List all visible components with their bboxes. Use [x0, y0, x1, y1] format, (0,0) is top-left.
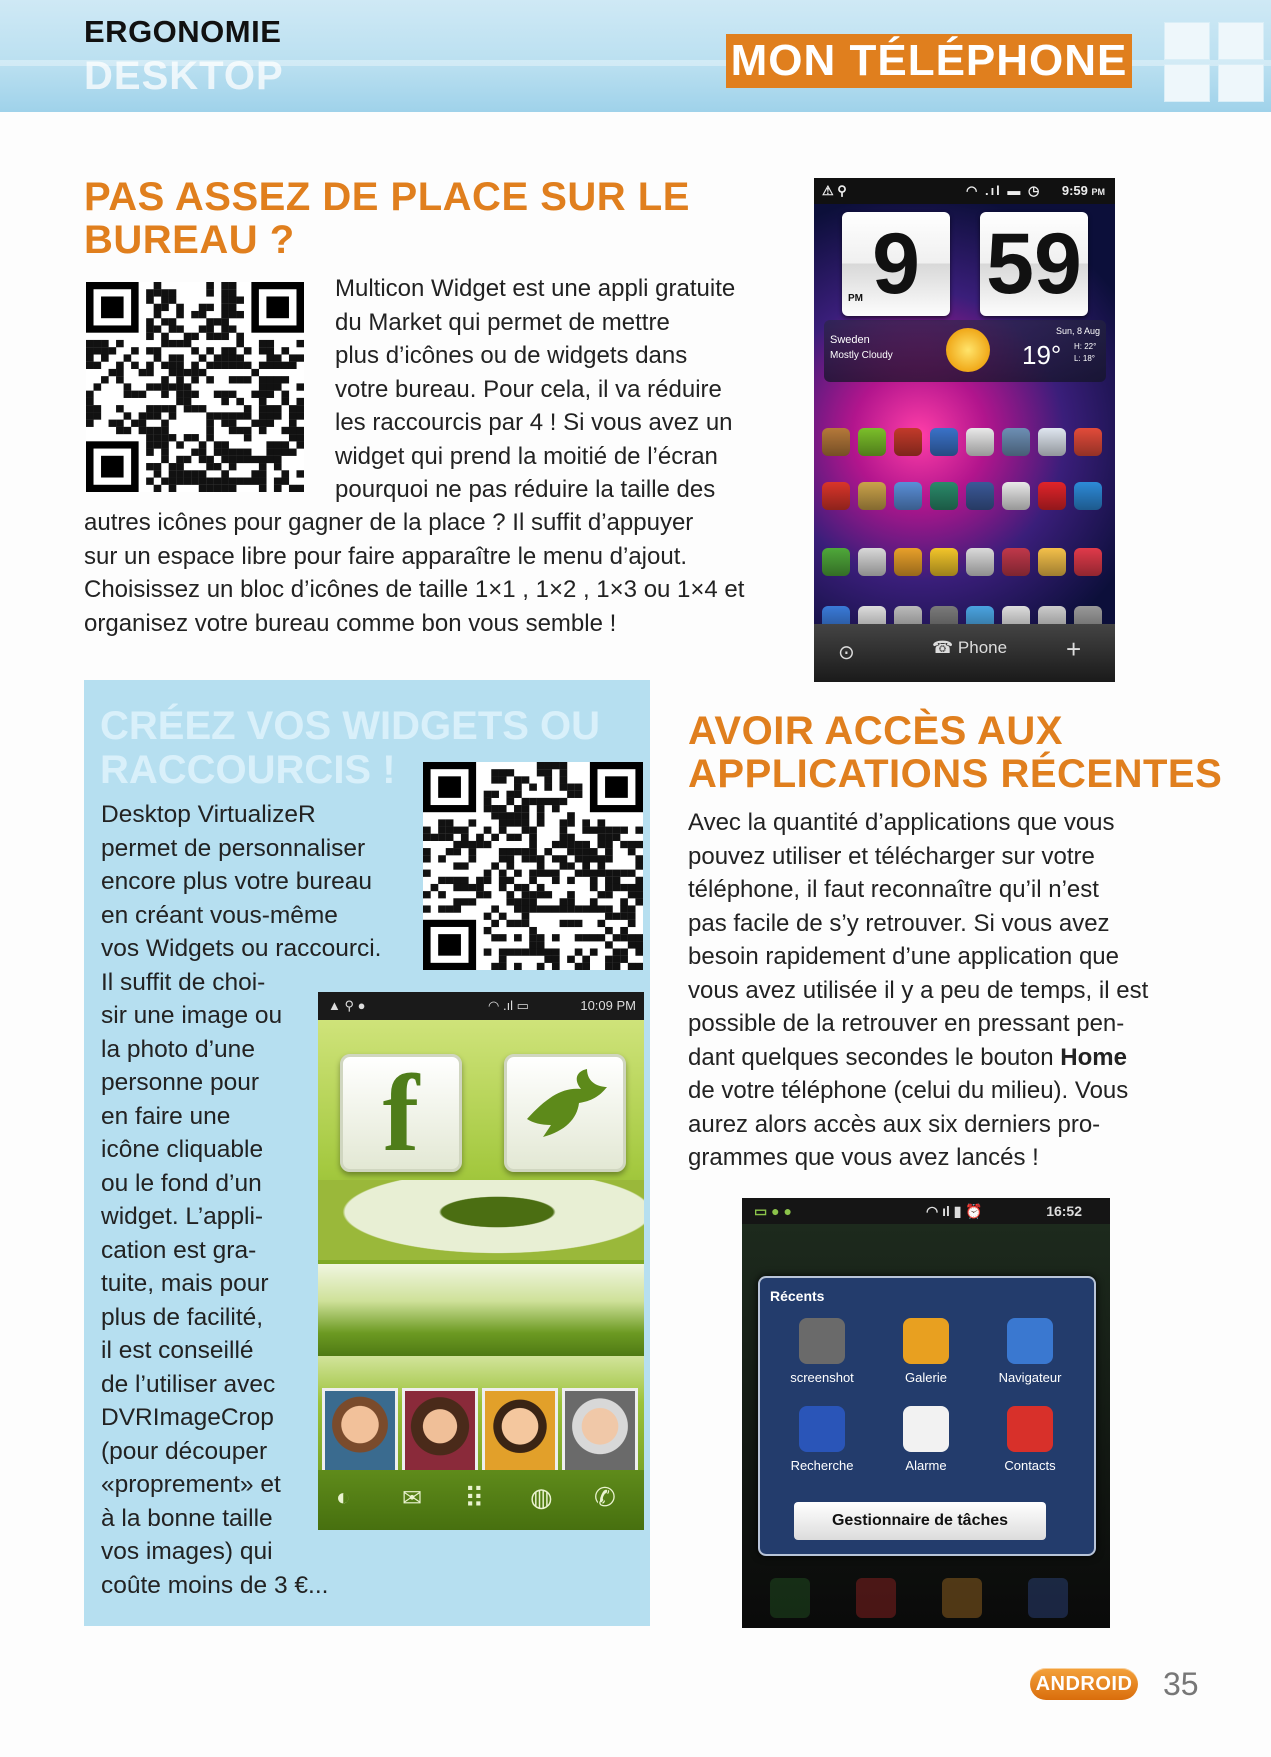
clock-hour: 9 PM [842, 212, 950, 316]
mail-icon[interactable] [942, 1578, 982, 1618]
text-line: de votre téléphone (celui du milieu). Vous [688, 1077, 1129, 1104]
weather-low: L: 18° [1074, 354, 1095, 363]
text-line: vos Widgets ou raccourci. [101, 935, 382, 962]
signal-icon: ◠ ıl ▮ ⏰ [926, 1203, 983, 1219]
app-icon[interactable] [894, 548, 922, 576]
app-icon [903, 1318, 949, 1364]
qr-code-icon [423, 762, 643, 970]
text-line: la photo d’une [101, 1035, 255, 1063]
app-label: Alarme [905, 1458, 947, 1473]
recent-app-5[interactable] [876, 1406, 976, 1473]
text-line: permet de personnaliser [101, 834, 366, 862]
weather-condition: Mostly Cloudy [830, 350, 893, 361]
status-time: 10:09 PM [580, 998, 636, 1013]
contact-shortcut[interactable] [402, 1388, 478, 1478]
subsection-label: DESKTOP [84, 54, 284, 98]
text-line: vous avez utilisée il y a peu de temps, il est [688, 976, 1149, 1004]
text-line: dant quelques secondes le bouton Home [688, 1043, 1127, 1071]
recent-app-4[interactable] [772, 1406, 872, 1473]
text-line: Desktop VirtualizeR [101, 801, 316, 828]
app-icon[interactable] [930, 428, 958, 456]
app-icon[interactable] [1002, 428, 1030, 456]
decor-square [1164, 64, 1210, 102]
app-icon[interactable] [966, 548, 994, 576]
contact-shortcut[interactable] [482, 1388, 558, 1478]
recent-app-3[interactable] [980, 1318, 1080, 1385]
menu-icon[interactable]: ⊙ [838, 642, 855, 664]
app-label: Contacts [1004, 1458, 1056, 1473]
signal-icon: ◠ .ıl ▭ [488, 998, 529, 1013]
app-icon[interactable] [1002, 482, 1030, 510]
title-line: PAS ASSEZ DE PLACE SUR LE [84, 175, 690, 219]
landscape-widget[interactable] [318, 1264, 644, 1356]
facebook-tile[interactable]: f [340, 1054, 462, 1172]
text-line: de l’utiliser avec [101, 1370, 276, 1398]
text-line: aurez alors accès aux six derniers pro- [688, 1110, 1101, 1138]
text-line: (pour découper [101, 1437, 268, 1465]
notification-icon: ▭ ● ● [754, 1203, 792, 1219]
recent-apps-grid [772, 1318, 1082, 1498]
text-line: possible de la retrouver en pressant pen- [688, 1010, 1125, 1037]
app-icon[interactable] [1074, 428, 1102, 456]
app-icon[interactable] [894, 482, 922, 510]
phone-icon[interactable]: ✆ [594, 1482, 616, 1512]
decor-square [1218, 64, 1264, 102]
app-drawer-icon[interactable]: ⠿ [464, 1483, 485, 1514]
dock [814, 624, 1115, 682]
status-time: 16:52 [1046, 1203, 1082, 1219]
contacts-icon[interactable] [856, 1578, 896, 1618]
weather-date: Sun, 8 Aug [1055, 326, 1100, 336]
app-label: Galerie [905, 1370, 947, 1385]
status-bar [318, 992, 644, 1020]
text-line: à la bonne taille [101, 1504, 273, 1532]
weather-high: H: 22° [1074, 342, 1097, 351]
text-line: besoin rapidement d’une application que [688, 943, 1119, 970]
app-icon[interactable] [966, 482, 994, 510]
article1-title [84, 176, 724, 262]
text-line: en faire une [101, 1102, 231, 1130]
task-manager-button[interactable]: Gestionnaire de tâches [794, 1502, 1046, 1540]
text-line: tuite, mais pour [101, 1270, 269, 1297]
section-label: ERGONOMIE [84, 14, 282, 49]
text-line: plus de facilité, [101, 1303, 264, 1331]
qr-pattern [86, 282, 304, 492]
sidebar-title: CRÉEZ VOS WIDGETS OU RACCOURCIS ! [100, 704, 601, 792]
app-icon-grid [818, 428, 1111, 624]
recent-apps-panel [758, 1276, 1096, 1556]
text-line: coûte moins de 3 €... [101, 1571, 329, 1599]
text-line: vos images) qui [101, 1538, 273, 1565]
text-line: pas facile de s’y retrouver. Si vous avez [688, 909, 1110, 937]
phone-icon[interactable] [770, 1578, 810, 1618]
weather-temp: 19° [1022, 340, 1062, 370]
app-icon[interactable] [1038, 548, 1066, 576]
text-line: grammes que vous avez lancés ! [688, 1144, 1039, 1171]
app-icon[interactable] [1038, 482, 1066, 510]
app-label: Recherche [790, 1458, 854, 1473]
text-line: ou le fond d’un [101, 1169, 262, 1197]
app-icon[interactable] [822, 482, 850, 510]
text-line: téléphone, il faut reconnaître qu’il n’est [688, 876, 1099, 903]
android-logo: ANDROID [1030, 1668, 1138, 1700]
dock [756, 1570, 1096, 1628]
app-icon [903, 1406, 949, 1452]
app-icon [799, 1318, 845, 1364]
bird-tile[interactable] [504, 1054, 626, 1172]
clock-minute: 59 [980, 212, 1088, 316]
app-label: screenshot [790, 1370, 854, 1385]
warning-icon: ⚠ ⚲ [822, 183, 847, 198]
chat-icon[interactable]: ◐ [336, 1484, 351, 1511]
article1-text-top: Multicon Widget est une appli gratuite du Market qui permet de mettre plus d’icônes ou de widgets dans votre bureau. Pour cela, il va réduire les raccourcis par 4 ! Si vous avez un widget qui prend la moitié de l’écran pourquoi ne pas réduire la taille des [335, 275, 736, 503]
text-line: Il suffit de choi- [101, 968, 266, 996]
app-icon[interactable] [822, 548, 850, 576]
text-line: icône cliquable [101, 1136, 264, 1163]
app-icon[interactable] [1074, 548, 1102, 576]
phone-screenshot-widgets [318, 992, 644, 1530]
app-icon[interactable] [1002, 548, 1030, 576]
status-bar [742, 1198, 1110, 1224]
mail-icon[interactable]: ✉ [402, 1485, 423, 1512]
text-line: il est conseillé [101, 1337, 254, 1364]
dock [318, 1470, 644, 1530]
contact-shortcut[interactable] [322, 1388, 398, 1478]
phone-button[interactable]: ☎ Phone [932, 638, 1008, 657]
qr-code-icon [86, 282, 304, 492]
app-icon [799, 1406, 845, 1452]
decor-square [1164, 22, 1210, 60]
text-line: Avec la quantité d’applications que vous [688, 809, 1115, 836]
home-keyword: Home [1060, 1043, 1127, 1071]
contact-shortcut[interactable] [562, 1388, 638, 1478]
title-line: BUREAU ? [84, 218, 295, 262]
text-line: pouvez utiliser et télécharger sur votre [688, 842, 1095, 870]
app-icon[interactable] [858, 428, 886, 456]
text-line: widget. L’appli- [101, 1203, 264, 1230]
app-icon[interactable] [930, 482, 958, 510]
recent-app-6[interactable] [980, 1406, 1080, 1473]
phone-screenshot-recent-apps [742, 1198, 1110, 1628]
add-icon[interactable]: + [1066, 634, 1082, 664]
text-line: encore plus votre bureau [101, 868, 373, 895]
bird-icon [507, 1057, 623, 1169]
app-icon[interactable] [858, 482, 886, 510]
text-line: sir une image ou [101, 1002, 283, 1029]
app-drawer-icon[interactable] [1028, 1578, 1068, 1618]
app-icon [1007, 1406, 1053, 1452]
photo-widget[interactable] [318, 1180, 644, 1260]
text-line: en créant vous-même [101, 901, 338, 929]
article2-title: AVOIR ACCÈS AUX APPLICATIONS RÉCENTES [688, 709, 1223, 796]
browser-icon[interactable]: ◍ [530, 1482, 553, 1512]
recent-app-1[interactable] [772, 1318, 872, 1385]
text-line: cation est gra- [101, 1236, 257, 1264]
weather-widget [824, 320, 1106, 382]
text-line: personne pour [101, 1069, 260, 1096]
app-icon[interactable] [930, 548, 958, 576]
sun-icon [946, 328, 990, 372]
app-icon[interactable] [966, 428, 994, 456]
qr-pattern [423, 762, 643, 970]
article1-text-bottom: autres icônes pour gagner de la place ? Il suffit d’appuyer sur un espace libre pour faire apparaître le menu d’ajout. Choisissez un bloc d’icônes de taille 1×1 , 1×2 , 1×3 ou 1×4 et organisez votre bureau comme bon vous semble ! [84, 509, 745, 637]
phone-screenshot-home [814, 178, 1115, 682]
notification-icon: ▲ ⚲ ● [328, 998, 366, 1013]
app-icon[interactable] [1074, 482, 1102, 510]
text-line: «proprement» et [101, 1471, 281, 1498]
page-number: 35 [1163, 1666, 1199, 1702]
decor-square [1218, 22, 1264, 60]
panel-title: Récents [770, 1288, 825, 1304]
weather-location: Sweden [830, 334, 870, 346]
app-label: Navigateur [998, 1370, 1062, 1385]
status-time: 9:59 PM [1061, 183, 1105, 198]
app-icon[interactable] [1038, 428, 1066, 456]
app-icon[interactable] [822, 428, 850, 456]
app-icon [1007, 1318, 1053, 1364]
text-line: DVRImageCrop [101, 1404, 274, 1431]
app-icon[interactable] [858, 548, 886, 576]
recent-app-2[interactable] [876, 1318, 976, 1385]
app-icon[interactable] [894, 428, 922, 456]
status-bar [814, 178, 1115, 204]
signal-icon: ◠ .ıl ▬ ◷ [966, 183, 1042, 198]
category-tag: MON TÉLÉPHONE [726, 34, 1132, 88]
article2-text [688, 806, 1168, 1175]
